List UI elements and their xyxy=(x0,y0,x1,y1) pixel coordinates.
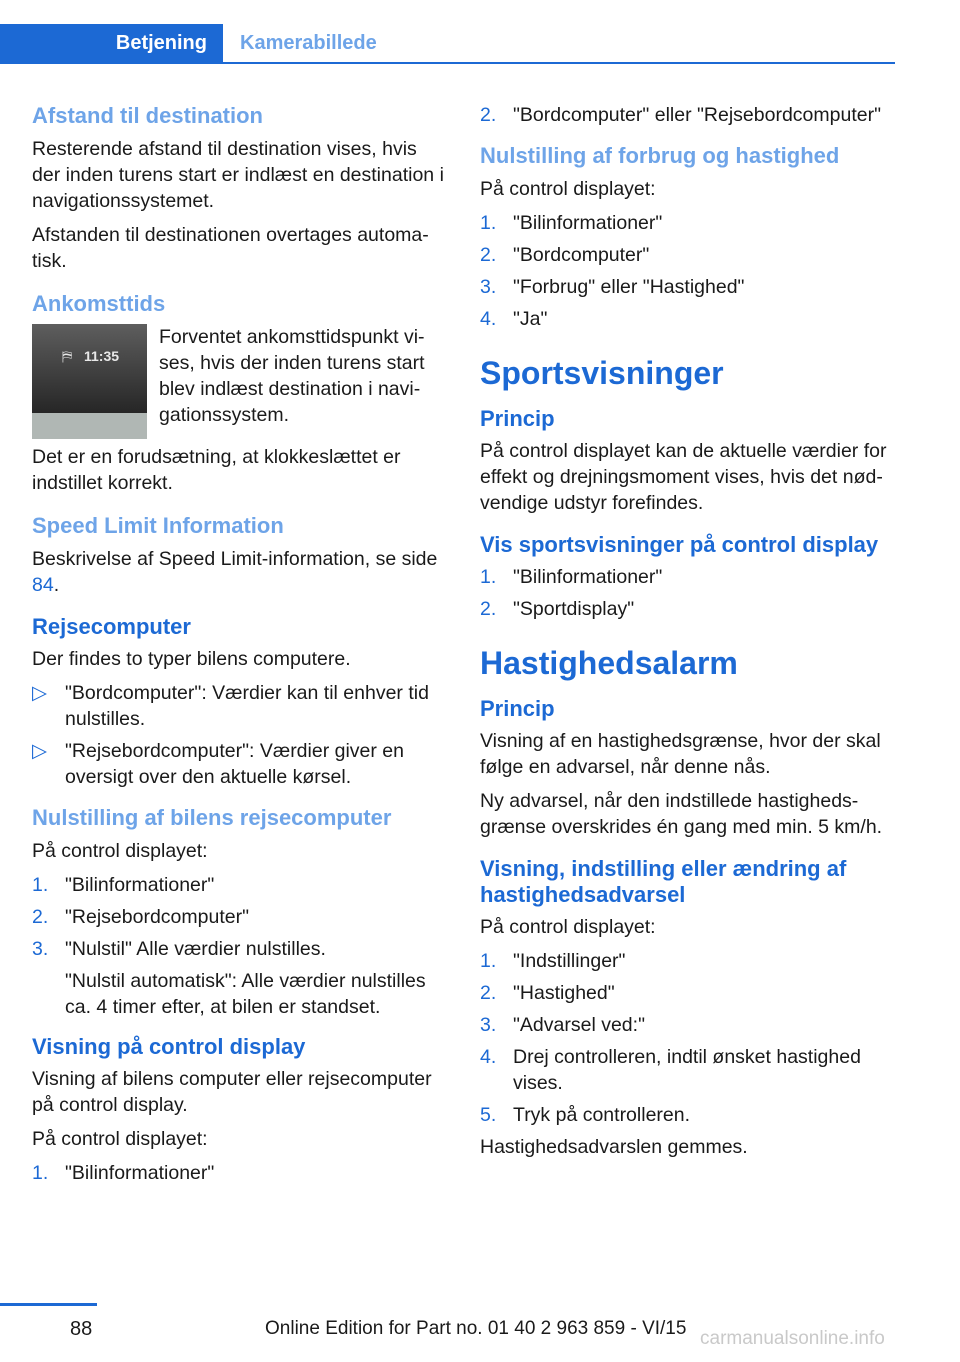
list-item: 1. "Bilinformationer" xyxy=(32,1162,215,1184)
heading-princip: Princip xyxy=(480,696,555,721)
bullet-list xyxy=(32,680,450,790)
list-item: 1. "Bilinformationer" xyxy=(480,212,663,234)
heading-speed-limit: Speed Limit Information xyxy=(32,513,284,538)
list-item: 1. "Indstillinger" xyxy=(480,950,626,972)
list-item: 2. "Sportdisplay" xyxy=(480,598,635,620)
ankomst-block xyxy=(32,324,450,444)
paragraph: Resterende afstand til destination vises, hvis der inden turens start er indlæst en destination i navigationssystemet. xyxy=(32,138,444,212)
list-item: ▷ "Rejsebordcomputer": Værdier giver en oversigt over den aktuelle kørsel. xyxy=(32,740,404,788)
heading-rejsecomputer: Rejsecomputer xyxy=(32,614,191,639)
paragraph: Visning af bilens computer eller rejsecomputer på control display. xyxy=(32,1068,432,1116)
numbered-list xyxy=(480,210,900,332)
heading-visning-control-display: Visning på control display xyxy=(32,1034,306,1059)
paragraph: Ny advarsel, når den indstillede hastigheds‐grænse overskrides én gang med min. 5 km/h. xyxy=(480,790,883,838)
list-item-extra: "Nulstil automatisk": Alle værdier nulstilles ca. 4 timer efter, at bilen er standset. xyxy=(65,970,426,1018)
arrival-time-value: 11:35 xyxy=(84,348,120,364)
list-item: ▷ "Bordcomputer": Værdier kan til enhver tid nulstilles. xyxy=(32,682,429,730)
right-column xyxy=(480,102,900,1168)
list-item: 1. "Bilinformationer" xyxy=(480,566,663,588)
paragraph: På control displayet: xyxy=(32,1128,208,1150)
paragraph-speed-limit: Beskrivelse af Speed Limit-information, se side 84. xyxy=(32,548,438,596)
triangle-bullet-icon: ▷ xyxy=(32,740,47,762)
tab-kamerabillede[interactable]: Kamerabillede xyxy=(240,32,377,54)
paragraph: Visning af en hastighedsgrænse, hvor der skal følge en advarsel, når denne nås. xyxy=(480,730,881,778)
ankomst-description: Forventet ankomsttidspunkt vi‐ses, hvis der inden turens start blev indlæst destination i navi‐gationssystem. xyxy=(159,326,425,426)
heading-vis-sportsvisninger: Vis sportsvisninger på control display xyxy=(480,532,879,557)
list-item: 2. "Bordcomputer" eller "Rejsebordcomputer" xyxy=(480,104,882,126)
paragraph: På control displayet kan de aktuelle værdier for effekt og drejningsmoment vises, hvis det nød‐vendige udstyr forefindes. xyxy=(480,440,887,514)
triangle-bullet-icon: ▷ xyxy=(32,682,47,704)
list-item: 2. "Hastighed" xyxy=(480,982,615,1004)
list-item: 3. "Nulstil" Alle værdier nulstilles. xyxy=(32,938,326,960)
numbered-list xyxy=(32,872,450,1020)
list-item: 2. "Bordcomputer" xyxy=(480,244,650,266)
paragraph: Det er en forudsætning, at klokkeslættet er indstillet korrekt. xyxy=(32,446,401,494)
heading-afstand: Afstand til destination xyxy=(32,103,263,128)
heading-nulstilling-rejsecomputer: Nulstilling af bilens rejsecomputer xyxy=(32,805,392,830)
list-item: 4. Drej controlleren, indtil ønsket hastighed vises. xyxy=(480,1046,861,1094)
heading-princip: Princip xyxy=(480,406,555,431)
paragraph: På control displayet: xyxy=(32,840,208,862)
footer-edition: Online Edition for Part no. 01 40 2 963 859 - VI/15 xyxy=(265,1318,687,1339)
list-item: 1. "Bilinformationer" xyxy=(32,874,215,896)
paragraph: Der findes to typer bilens computere. xyxy=(32,648,351,670)
paragraph: Hastighedsadvarslen gemmes. xyxy=(480,1136,748,1158)
tab-betjening[interactable]: Betjening xyxy=(0,24,223,62)
numbered-list xyxy=(32,1160,450,1186)
heading-ankomst: Ankomsttids xyxy=(32,291,166,316)
heading-indstilling-hastighedsadvarsel: Visning, indstilling eller ændring af hastighedsadvarsel xyxy=(480,856,847,907)
page-link[interactable]: 84 xyxy=(32,574,54,596)
numbered-list xyxy=(480,948,900,1128)
paragraph: Afstanden til destinationen overtages automa‐tisk. xyxy=(32,224,429,272)
paragraph: På control displayet: xyxy=(480,916,656,938)
left-column xyxy=(32,102,450,1192)
list-item: 3. "Forbrug" eller "Hastighed" xyxy=(480,276,745,298)
list-item: 3. "Advarsel ved:" xyxy=(480,1014,645,1036)
watermark: carmanualsonline.info xyxy=(700,1328,885,1349)
header-tab-bar xyxy=(0,24,895,64)
destination-flag-icon: ⛿ xyxy=(62,348,73,364)
arrival-time-display-image xyxy=(32,324,147,439)
numbered-list xyxy=(480,102,900,128)
page-number: 88 xyxy=(70,1318,93,1340)
list-item: 5. Tryk på controlleren. xyxy=(480,1104,691,1126)
heading-hastighedsalarm: Hastighedsalarm xyxy=(480,645,738,681)
heading-nulstilling-forbrug: Nulstilling af forbrug og hastighed xyxy=(480,143,840,168)
list-item: 4. "Ja" xyxy=(480,308,548,330)
numbered-list xyxy=(480,564,900,622)
heading-sportsvisninger: Sportsvisninger xyxy=(480,355,724,391)
list-item: 2. "Rejsebordcomputer" xyxy=(32,906,250,928)
footer-rule xyxy=(0,1303,97,1306)
paragraph: På control displayet: xyxy=(480,178,656,200)
